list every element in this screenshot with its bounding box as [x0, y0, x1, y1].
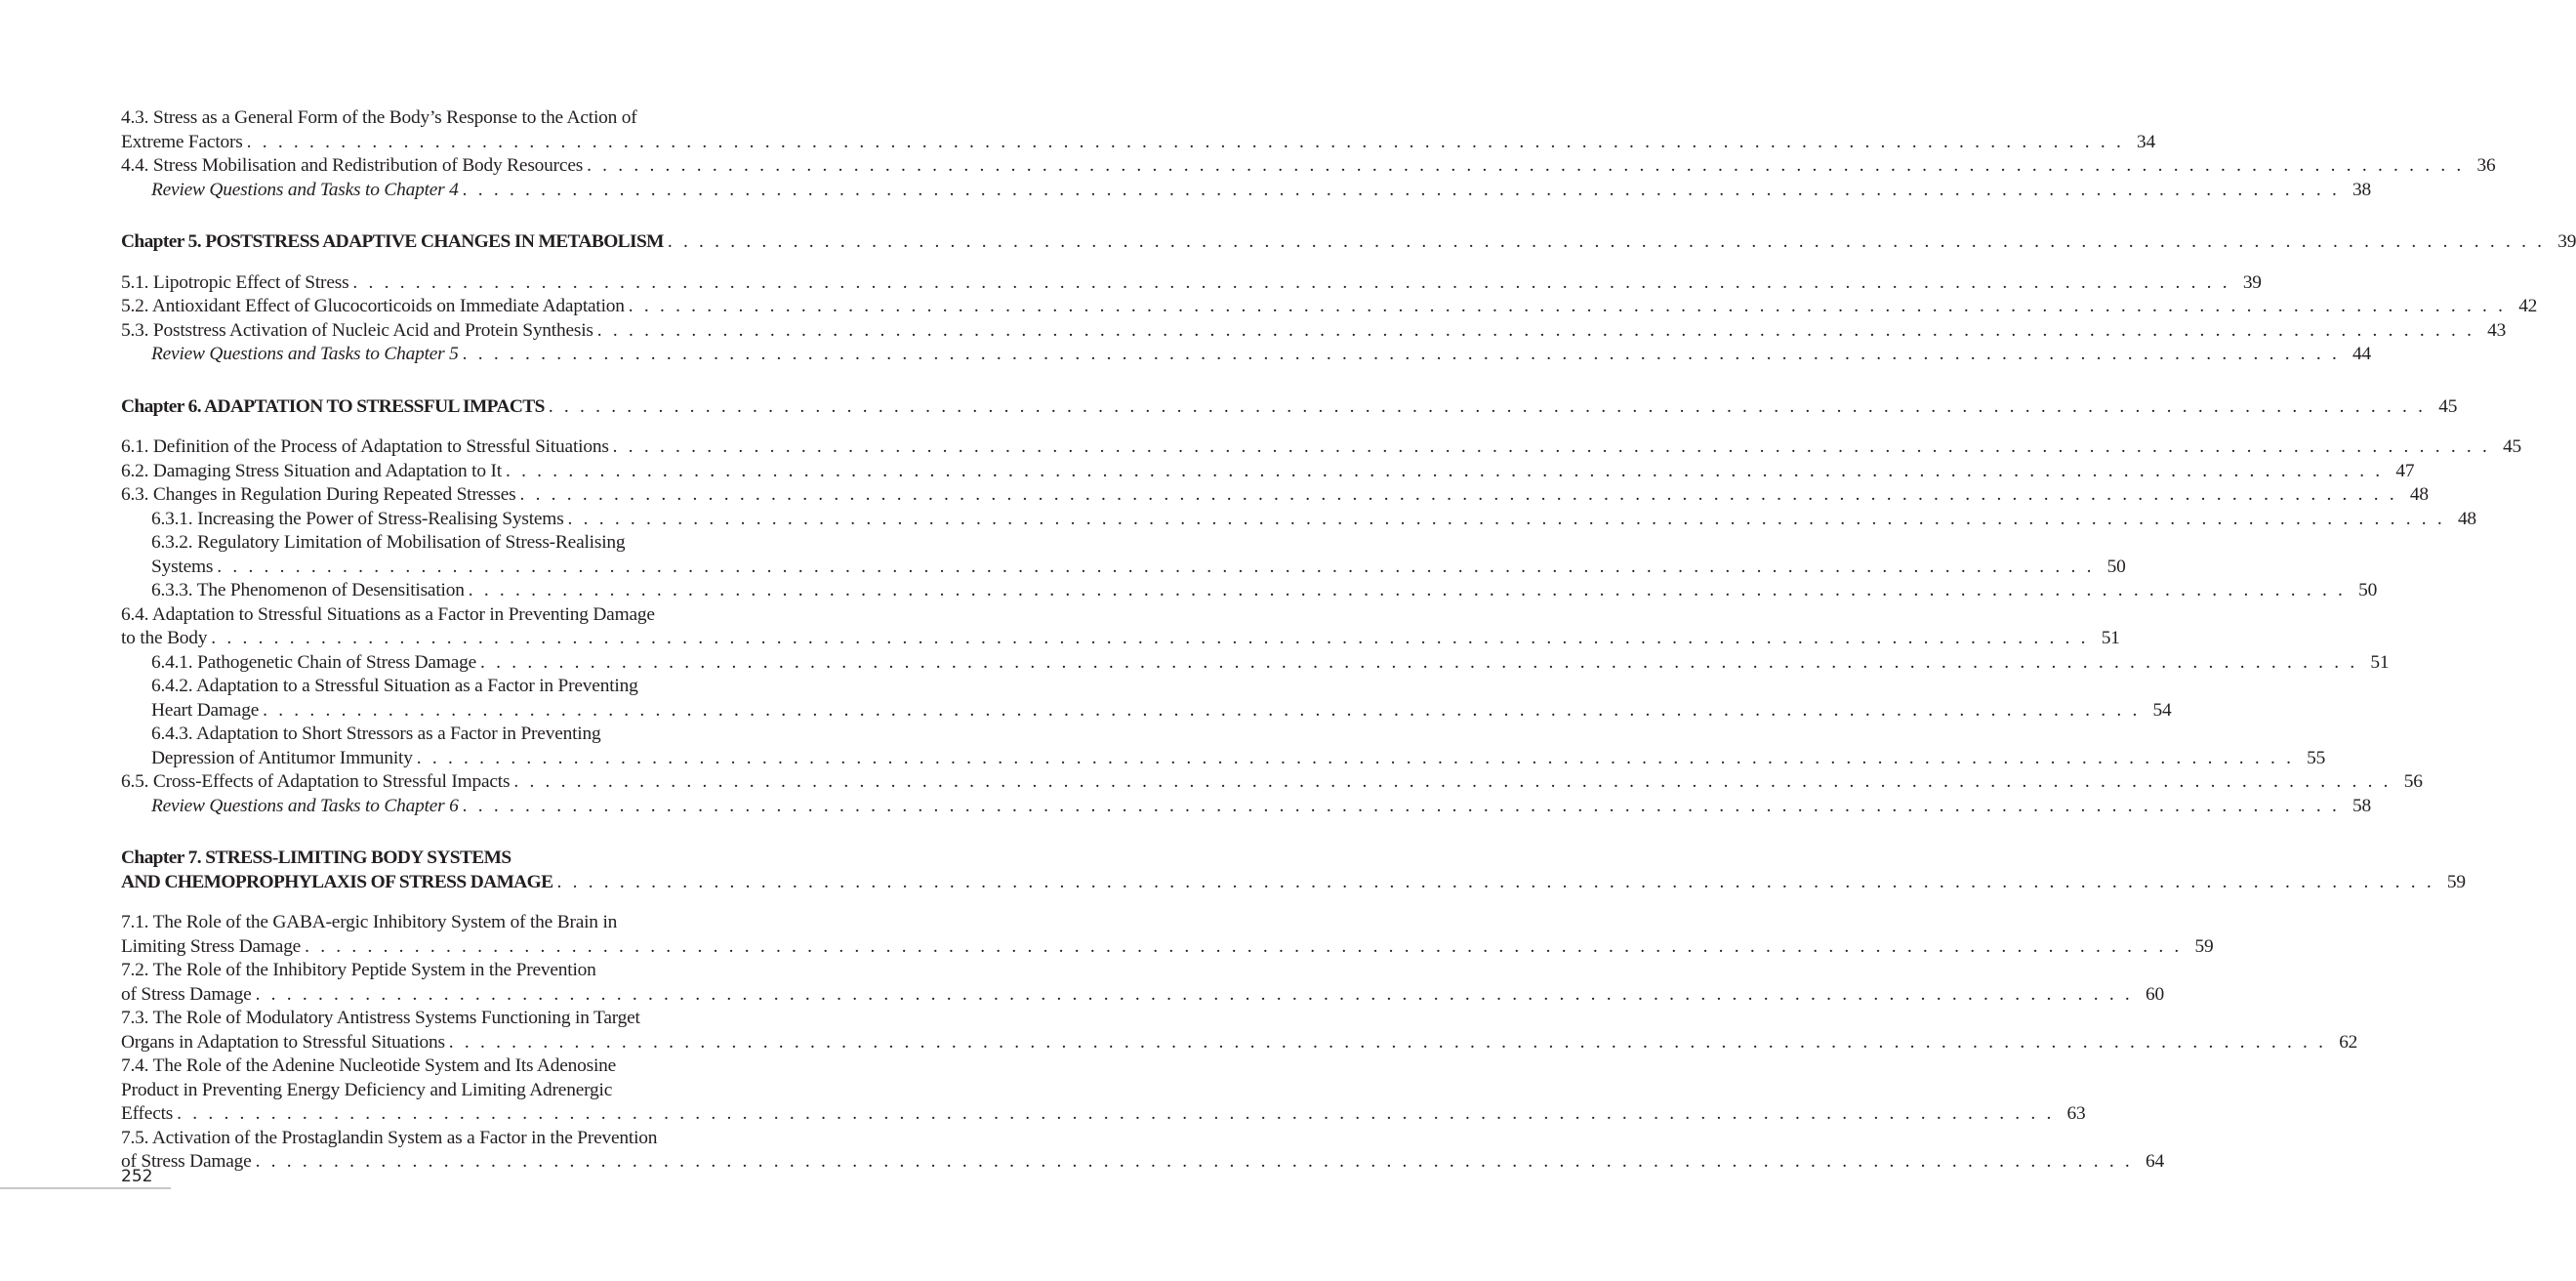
toc-entry-line [121, 1102, 2086, 1127]
toc-entry-line [121, 154, 2496, 179]
dot-leader: . . . . . . . . . . . . . . . . . . . . . . . . . . . . . . . . . . . . . . . . . . . . . . . . . . . . . . . . . . . . . . . . . . . . . . . . . . . . . . . . . . . . . . . . . . . . . . . . . . . . . . . . . . . . . . . . . . . . . . . . [255, 983, 2133, 1005]
toc-entry-title: 6.3.1. Increasing the Power of Stress-Realising Systems [151, 508, 564, 529]
toc-entry-title: Effects [121, 1103, 174, 1124]
toc-entry[interactable] [121, 1054, 2086, 1127]
toc-entry-line [121, 1150, 2164, 1175]
toc-entry[interactable] [121, 1007, 2358, 1054]
toc-entry-title: AND CHEMOPROPHYLAXIS OF STRESS DAMAGE [121, 871, 553, 892]
toc-entry-title: 5.3. Poststress Activation of Nucleic Acid and Protein Synthesis [121, 319, 593, 341]
toc-entry[interactable] [121, 579, 2378, 603]
toc-entry-line [121, 959, 775, 983]
toc-entry-title: Chapter 6. ADAPTATION TO STRESSFUL IMPACTS [121, 395, 545, 417]
toc-entry-line [151, 675, 775, 699]
dot-leader: . . . . . . . . . . . . . . . . . . . . . . . . . . . . . . . . . . . . . . . . . . . . . . . . . . . . . . . . . . . . . . . . . . . . . . . . . . . . . . . . . . . . . . . . . . . . . . . . . . . . . . . . . . . . . . . . . . . . . . . . [628, 296, 2507, 316]
toc-entry-line [151, 795, 2372, 819]
dot-leader: . . . . . . . . . . . . . . . . . . . . . . . . . . . . . . . . . . . . . . . . . . . . . . . . . . . . . . . . . . . . . . . . . . . . . . . . . . . . . . . . . . . . . . . . . . . . . . . . . . . . . . . . . . . . . . . . . . . . . . . . [462, 795, 2341, 816]
toc-page-number: 50 [2106, 556, 2126, 577]
toc-entry-line [121, 395, 2458, 420]
toc-page-number: 51 [2370, 651, 2390, 673]
toc-entry-line [151, 179, 2372, 203]
toc-review-entry[interactable] [121, 795, 2372, 819]
toc-entry-line [151, 508, 2476, 532]
toc-entry-title: 7.1. The Role of the GABA-ergic Inhibitory System of the Brain in [121, 912, 618, 932]
toc-page-number: 63 [2066, 1103, 2086, 1124]
toc-entry-line [151, 556, 2126, 580]
dot-leader: . . . . . . . . . . . . . . . . . . . . . . . . . . . . . . . . . . . . . . . . . . . . . . . . . . . . . . . . . . . . . . . . . . . . . . . . . . . . . . . . . . . . . . . . . . . . . . . . . . . . . . . . . . . . . . . . . . . . . . . . [480, 651, 2358, 673]
dot-leader: . . . . . . . . . . . . . . . . . . . . . . . . . . . . . . . . . . . . . . . . . . . . . . . . . . . . . . . . . . . . . . . . . . . . . . . . . . . . . . . . . . . . . . . . . . . . . . . . . . . . . . . . . . . . . . . . . . . . . . . . [416, 747, 2295, 768]
dot-leader: . . . . . . . . . . . . . . . . . . . . . . . . . . . . . . . . . . . . . . . . . . . . . . . . . . . . . . . . . . . . . . . . . . . . . . . . . . . . . . . . . . . . . . . . . . . . . . . . . . . . . . . . . . . . . . . . . . . . . . . . [462, 179, 2341, 200]
toc-entry-title: 6.4. Adaptation to Stressful Situations as a Factor in Preventing Damage [121, 603, 655, 625]
toc-entry[interactable] [121, 319, 2507, 344]
dot-leader: . . . . . . . . . . . . . . . . . . . . . . . . . . . . . . . . . . . . . . . . . . . . . . . . . . . . . . . . . . . . . . . . . . . . . . . . . . . . . . . . . . . . . . . . . . . . . . . . . . . . . . . . . . . . . . . . . . . . . . . . [548, 395, 2427, 417]
toc-entry-title: of Stress Damage [121, 1151, 252, 1172]
toc-entry-title: 7.2. The Role of the Inhibitory Peptide System in the Prevention [121, 960, 596, 980]
dot-leader: . . . . . . . . . . . . . . . . . . . . . . . . . . . . . . . . . . . . . . . . . . . . . . . . . . . . . . . . . . . . . . . . . . . . . . . . . . . . . . . . . . . . . . . . . . . . . . . . . . . . . . . . . . . . . . . . . . . . . . . . [468, 580, 2347, 600]
dot-leader: . . . . . . . . . . . . . . . . . . . . . . . . . . . . . . . . . . . . . . . . . . . . . . . . . . . . . . . . . . . . . . . . . . . . . . . . . . . . . . . . . . . . . . . . . . . . . . . . . . . . . . . . . . . . . . . . . . . . . . . . [177, 1103, 2055, 1124]
toc-entry[interactable] [121, 959, 2164, 1007]
toc-entry-title: Product in Preventing Energy Deficiency and Limiting Adrenergic [121, 1079, 613, 1100]
dot-leader: . . . . . . . . . . . . . . . . . . . . . . . . . . . . . . . . . . . . . . . . . . . . . . . . . . . . . . . . . . . . . . . . . . . . . . . . . . . . . . . . . . . . . . . . . . . . . . . . . . . . . . . . . . . . . . . . . . . . . . . . [505, 460, 2384, 481]
toc-page-number: 59 [2194, 935, 2214, 957]
toc-entry[interactable] [121, 723, 2326, 770]
dot-leader: . . . . . . . . . . . . . . . . . . . . . . . . . . . . . . . . . . . . . . . . . . . . . . . . . . . . . . . . . . . . . . . . . . . . . . . . . . . . . . . . . . . . . . . . . . . . . . . . . . . . . . . . . . . . . . . . . . . . . . . . [519, 484, 2397, 505]
toc-entry-line [121, 911, 775, 935]
toc-entry-line [151, 747, 2326, 771]
toc-entry-title: 6.4.2. Adaptation to a Stressful Situation as a Factor in Preventing [151, 676, 638, 696]
toc-entry-line [121, 319, 2507, 344]
toc-entry[interactable] [121, 603, 2120, 651]
toc-entry[interactable] [121, 154, 2496, 179]
toc-entry-title: 7.5. Activation of the Prostaglandin System as a Factor in the Prevention [121, 1127, 658, 1148]
toc-entry-line [121, 295, 2538, 319]
toc-entry[interactable] [121, 483, 2429, 508]
toc-entry-line [121, 1007, 775, 1031]
toc-entry-title: Review Questions and Tasks to Chapter 6 [151, 795, 459, 816]
toc-page-number: 64 [2145, 1151, 2164, 1172]
toc-entry[interactable] [121, 295, 2538, 319]
section-gap [121, 367, 775, 395]
toc-page-number: 39 [2242, 271, 2262, 293]
section-gap [121, 419, 775, 435]
toc-page-number: 59 [2446, 871, 2466, 892]
dot-leader: . . . . . . . . . . . . . . . . . . . . . . . . . . . . . . . . . . . . . . . . . . . . . . . . . . . . . . . . . . . . . . . . . . . . . . . . . . . . . . . . . . . . . . . . . . . . . . . . . . . . . . . . . . . . . . . . . . . . . . . . [567, 508, 2445, 529]
toc-entry-line [121, 1031, 2358, 1055]
toc-entry-title: of Stress Damage [121, 983, 252, 1005]
toc-entry-title: 6.2. Damaging Stress Situation and Adaptation to It [121, 460, 502, 481]
toc-entry[interactable] [121, 531, 2126, 579]
table-of-contents [121, 106, 2576, 1175]
toc-chapter-entry[interactable] [121, 395, 2458, 420]
toc-entry-title: 5.2. Antioxidant Effect of Glucocorticoids on Immediate Adaptation [121, 296, 625, 316]
toc-entry-line [121, 230, 2576, 255]
dot-leader: . . . . . . . . . . . . . . . . . . . . . . . . . . . . . . . . . . . . . . . . . . . . . . . . . . . . . . . . . . . . . . . . . . . . . . . . . . . . . . . . . . . . . . . . . . . . . . . . . . . . . . . . . . . . . . . . . . . . . . . . [352, 271, 2230, 293]
toc-entry-line [121, 131, 2156, 155]
toc-entry-title: Chapter 7. STRESS-LIMITING BODY SYSTEMS [121, 847, 511, 868]
toc-entry-line [121, 1127, 775, 1151]
toc-page-number: 55 [2307, 747, 2326, 768]
toc-entry-title: 6.1. Definition of the Process of Adaptation to Stressful Situations [121, 436, 609, 457]
dot-leader: . . . . . . . . . . . . . . . . . . . . . . . . . . . . . . . . . . . . . . . . . . . . . . . . . . . . . . . . . . . . . . . . . . . . . . . . . . . . . . . . . . . . . . . . . . . . . . . . . . . . . . . . . . . . . . . . . . . . . . . . [612, 436, 2491, 457]
dot-leader: . . . . . . . . . . . . . . . . . . . . . . . . . . . . . . . . . . . . . . . . . . . . . . . . . . . . . . . . . . . . . . . . . . . . . . . . . . . . . . . . . . . . . . . . . . . . . . . . . . . . . . . . . . . . . . . . . . . . . . . . [263, 699, 2141, 721]
toc-page-number: 44 [2352, 344, 2372, 364]
toc-entry[interactable] [121, 271, 2262, 296]
dot-leader: . . . . . . . . . . . . . . . . . . . . . . . . . . . . . . . . . . . . . . . . . . . . . . . . . . . . . . . . . . . . . . . . . . . . . . . . . . . . . . . . . . . . . . . . . . . . . . . . . . . . . . . . . . . . . . . . . . . . . . . . [587, 155, 2465, 176]
toc-entry-line [151, 579, 2378, 603]
toc-page-number: 62 [2339, 1031, 2358, 1053]
toc-page-number: 58 [2352, 795, 2372, 816]
toc-entry-title: 6.3.3. The Phenomenon of Desensitisation [151, 580, 465, 600]
section-gap [121, 894, 775, 911]
toc-entry-title: 6.4.3. Adaptation to Short Stressors as a Factor in Preventing [151, 723, 601, 744]
toc-entry-title: Review Questions and Tasks to Chapter 4 [151, 179, 459, 200]
toc-entry-title: Heart Damage [151, 699, 260, 721]
section-gap [121, 818, 775, 847]
toc-entry[interactable] [121, 1127, 2164, 1175]
toc-review-entry[interactable] [121, 179, 2372, 203]
toc-entry-title: 7.4. The Role of the Adenine Nucleotide System and Its Adenosine [121, 1055, 617, 1076]
toc-page-number: 36 [2476, 155, 2496, 176]
toc-entry-title: 7.3. The Role of Modulatory Antistress Systems Functioning in Target [121, 1008, 640, 1028]
dot-leader: . . . . . . . . . . . . . . . . . . . . . . . . . . . . . . . . . . . . . . . . . . . . . . . . . . . . . . . . . . . . . . . . . . . . . . . . . . . . . . . . . . . . . . . . . . . . . . . . . . . . . . . . . . . . . . . . . . . . . . . . [596, 319, 2475, 341]
toc-entry-line [151, 651, 2390, 676]
toc-chapter-entry[interactable] [121, 230, 2576, 255]
toc-entry-title: Extreme Factors [121, 131, 243, 152]
toc-page-number: 50 [2358, 580, 2378, 600]
toc-entry[interactable] [121, 106, 2156, 154]
dot-leader: . . . . . . . . . . . . . . . . . . . . . . . . . . . . . . . . . . . . . . . . . . . . . . . . . . . . . . . . . . . . . . . . . . . . . . . . . . . . . . . . . . . . . . . . . . . . . . . . . . . . . . . . . . . . . . . . . . . . . . . . [556, 871, 2434, 892]
toc-entry[interactable] [121, 675, 2172, 723]
toc-entry-line [121, 770, 2423, 795]
dot-leader: . . . . . . . . . . . . . . . . . . . . . . . . . . . . . . . . . . . . . . . . . . . . . . . . . . . . . . . . . . . . . . . . . . . . . . . . . . . . . . . . . . . . . . . . . . . . . . . . . . . . . . . . . . . . . . . . . . . . . . . . [217, 556, 2095, 577]
toc-review-entry[interactable] [121, 343, 2372, 367]
toc-entry-line [121, 106, 775, 131]
toc-entry-title: Systems [151, 556, 214, 577]
toc-entry[interactable] [121, 435, 2522, 460]
toc-entry-title: 6.5. Cross-Effects of Adaptation to Stressful Impacts [121, 771, 511, 792]
toc-entry-line [121, 460, 2415, 484]
toc-page-number: 42 [2518, 296, 2538, 316]
toc-entry-title: 6.3.2. Regulatory Limitation of Mobilisation of Stress-Realising [151, 532, 626, 553]
toc-entry-title: 4.4. Stress Mobilisation and Redistribution of Body Resources [121, 155, 584, 176]
toc-entry-title: 6.3. Changes in Regulation During Repeated Stresses [121, 484, 516, 505]
toc-page-number: 48 [2409, 484, 2429, 505]
toc-entry-line [121, 627, 2120, 651]
toc-page-number: 54 [2152, 699, 2172, 721]
toc-page-number: 45 [2438, 395, 2458, 417]
dot-leader: . . . . . . . . . . . . . . . . . . . . . . . . . . . . . . . . . . . . . . . . . . . . . . . . . . . . . . . . . . . . . . . . . . . . . . . . . . . . . . . . . . . . . . . . . . . . . . . . . . . . . . . . . . . . . . . . . . . . . . . . [246, 131, 2125, 152]
toc-entry-line [151, 699, 2172, 723]
toc-page-number: 56 [2403, 771, 2423, 792]
toc-entry-title: Depression of Antitumor Immunity [151, 747, 413, 768]
toc-entry-line [121, 271, 2262, 296]
toc-entry[interactable] [121, 770, 2423, 795]
toc-entry-line [151, 723, 775, 747]
toc-entry-title: 4.3. Stress as a General Form of the Body’s Response to the Action of [121, 107, 637, 128]
dot-leader: . . . . . . . . . . . . . . . . . . . . . . . . . . . . . . . . . . . . . . . . . . . . . . . . . . . . . . . . . . . . . . . . . . . . . . . . . . . . . . . . . . . . . . . . . . . . . . . . . . . . . . . . . . . . . . . . . . . . . . . . [211, 628, 2089, 648]
toc-chapter-entry[interactable] [121, 847, 2466, 894]
toc-entry-line [121, 983, 2164, 1008]
dot-leader: . . . . . . . . . . . . . . . . . . . . . . . . . . . . . . . . . . . . . . . . . . . . . . . . . . . . . . . . . . . . . . . . . . . . . . . . . . . . . . . . . . . . . . . . . . . . . . . . . . . . . . . . . . . . . . . . . . . . . . . . [305, 935, 2183, 957]
toc-entry[interactable] [121, 460, 2415, 484]
toc-entry-line [121, 1054, 775, 1079]
dot-leader: . . . . . . . . . . . . . . . . . . . . . . . . . . . . . . . . . . . . . . . . . . . . . . . . . . . . . . . . . . . . . . . . . . . . . . . . . . . . . . . . . . . . . . . . . . . . . . . . . . . . . . . . . . . . . . . . . . . . . . . . [255, 1151, 2133, 1172]
toc-entry-title: Review Questions and Tasks to Chapter 5 [151, 344, 459, 364]
section-gap [121, 255, 775, 271]
toc-page-number: 60 [2145, 983, 2164, 1005]
toc-entry-title: Limiting Stress Damage [121, 935, 302, 957]
toc-page-number: 38 [2352, 179, 2372, 200]
dot-leader: . . . . . . . . . . . . . . . . . . . . . . . . . . . . . . . . . . . . . . . . . . . . . . . . . . . . . . . . . . . . . . . . . . . . . . . . . . . . . . . . . . . . . . . . . . . . . . . . . . . . . . . . . . . . . . . . . . . . . . . . [462, 344, 2341, 364]
toc-page-number: 47 [2395, 460, 2415, 481]
toc-entry-line [151, 531, 775, 556]
toc-page-number: 51 [2101, 628, 2120, 648]
toc-entry-line [121, 483, 2429, 508]
section-gap [121, 202, 775, 230]
dot-leader: . . . . . . . . . . . . . . . . . . . . . . . . . . . . . . . . . . . . . . . . . . . . . . . . . . . . . . . . . . . . . . . . . . . . . . . . . . . . . . . . . . . . . . . . . . . . . . . . . . . . . . . . . . . . . . . . . . . . . . . . [513, 771, 2392, 792]
toc-page-number: 48 [2457, 508, 2476, 529]
toc-page-number: 39 [2557, 231, 2576, 252]
toc-entry-line [121, 603, 775, 628]
toc-entry-line [121, 1079, 775, 1103]
toc-entry[interactable] [121, 508, 2476, 532]
toc-entry-title: 5.1. Lipotropic Effect of Stress [121, 271, 349, 293]
dot-leader: . . . . . . . . . . . . . . . . . . . . . . . . . . . . . . . . . . . . . . . . . . . . . . . . . . . . . . . . . . . . . . . . . . . . . . . . . . . . . . . . . . . . . . . . . . . . . . . . . . . . . . . . . . . . . . . . . . . . . . . . [667, 231, 2546, 252]
page-number: 252 [121, 1167, 153, 1186]
toc-entry[interactable] [121, 911, 2214, 959]
toc-entry[interactable] [121, 651, 2390, 676]
toc-page-number: 45 [2503, 436, 2522, 457]
dot-leader: . . . . . . . . . . . . . . . . . . . . . . . . . . . . . . . . . . . . . . . . . . . . . . . . . . . . . . . . . . . . . . . . . . . . . . . . . . . . . . . . . . . . . . . . . . . . . . . . . . . . . . . . . . . . . . . . . . . . . . . . [448, 1031, 2327, 1053]
toc-entry-line [151, 343, 2372, 367]
toc-entry-title: Chapter 5. POSTSTRESS ADAPTIVE CHANGES IN METABOLISM [121, 231, 664, 252]
toc-page-number: 43 [2487, 319, 2507, 341]
toc-page-number: 34 [2137, 131, 2156, 152]
toc-entry-title: Organs in Adaptation to Stressful Situations [121, 1031, 445, 1053]
toc-entry-title: 6.4.1. Pathogenetic Chain of Stress Damage [151, 651, 477, 673]
toc-entry-line [121, 435, 2522, 460]
toc-entry-title: to the Body [121, 628, 208, 648]
footer-rule [0, 1187, 171, 1189]
toc-entry-line [121, 847, 775, 871]
toc-entry-line [121, 935, 2214, 960]
toc-entry-line [121, 871, 2466, 895]
